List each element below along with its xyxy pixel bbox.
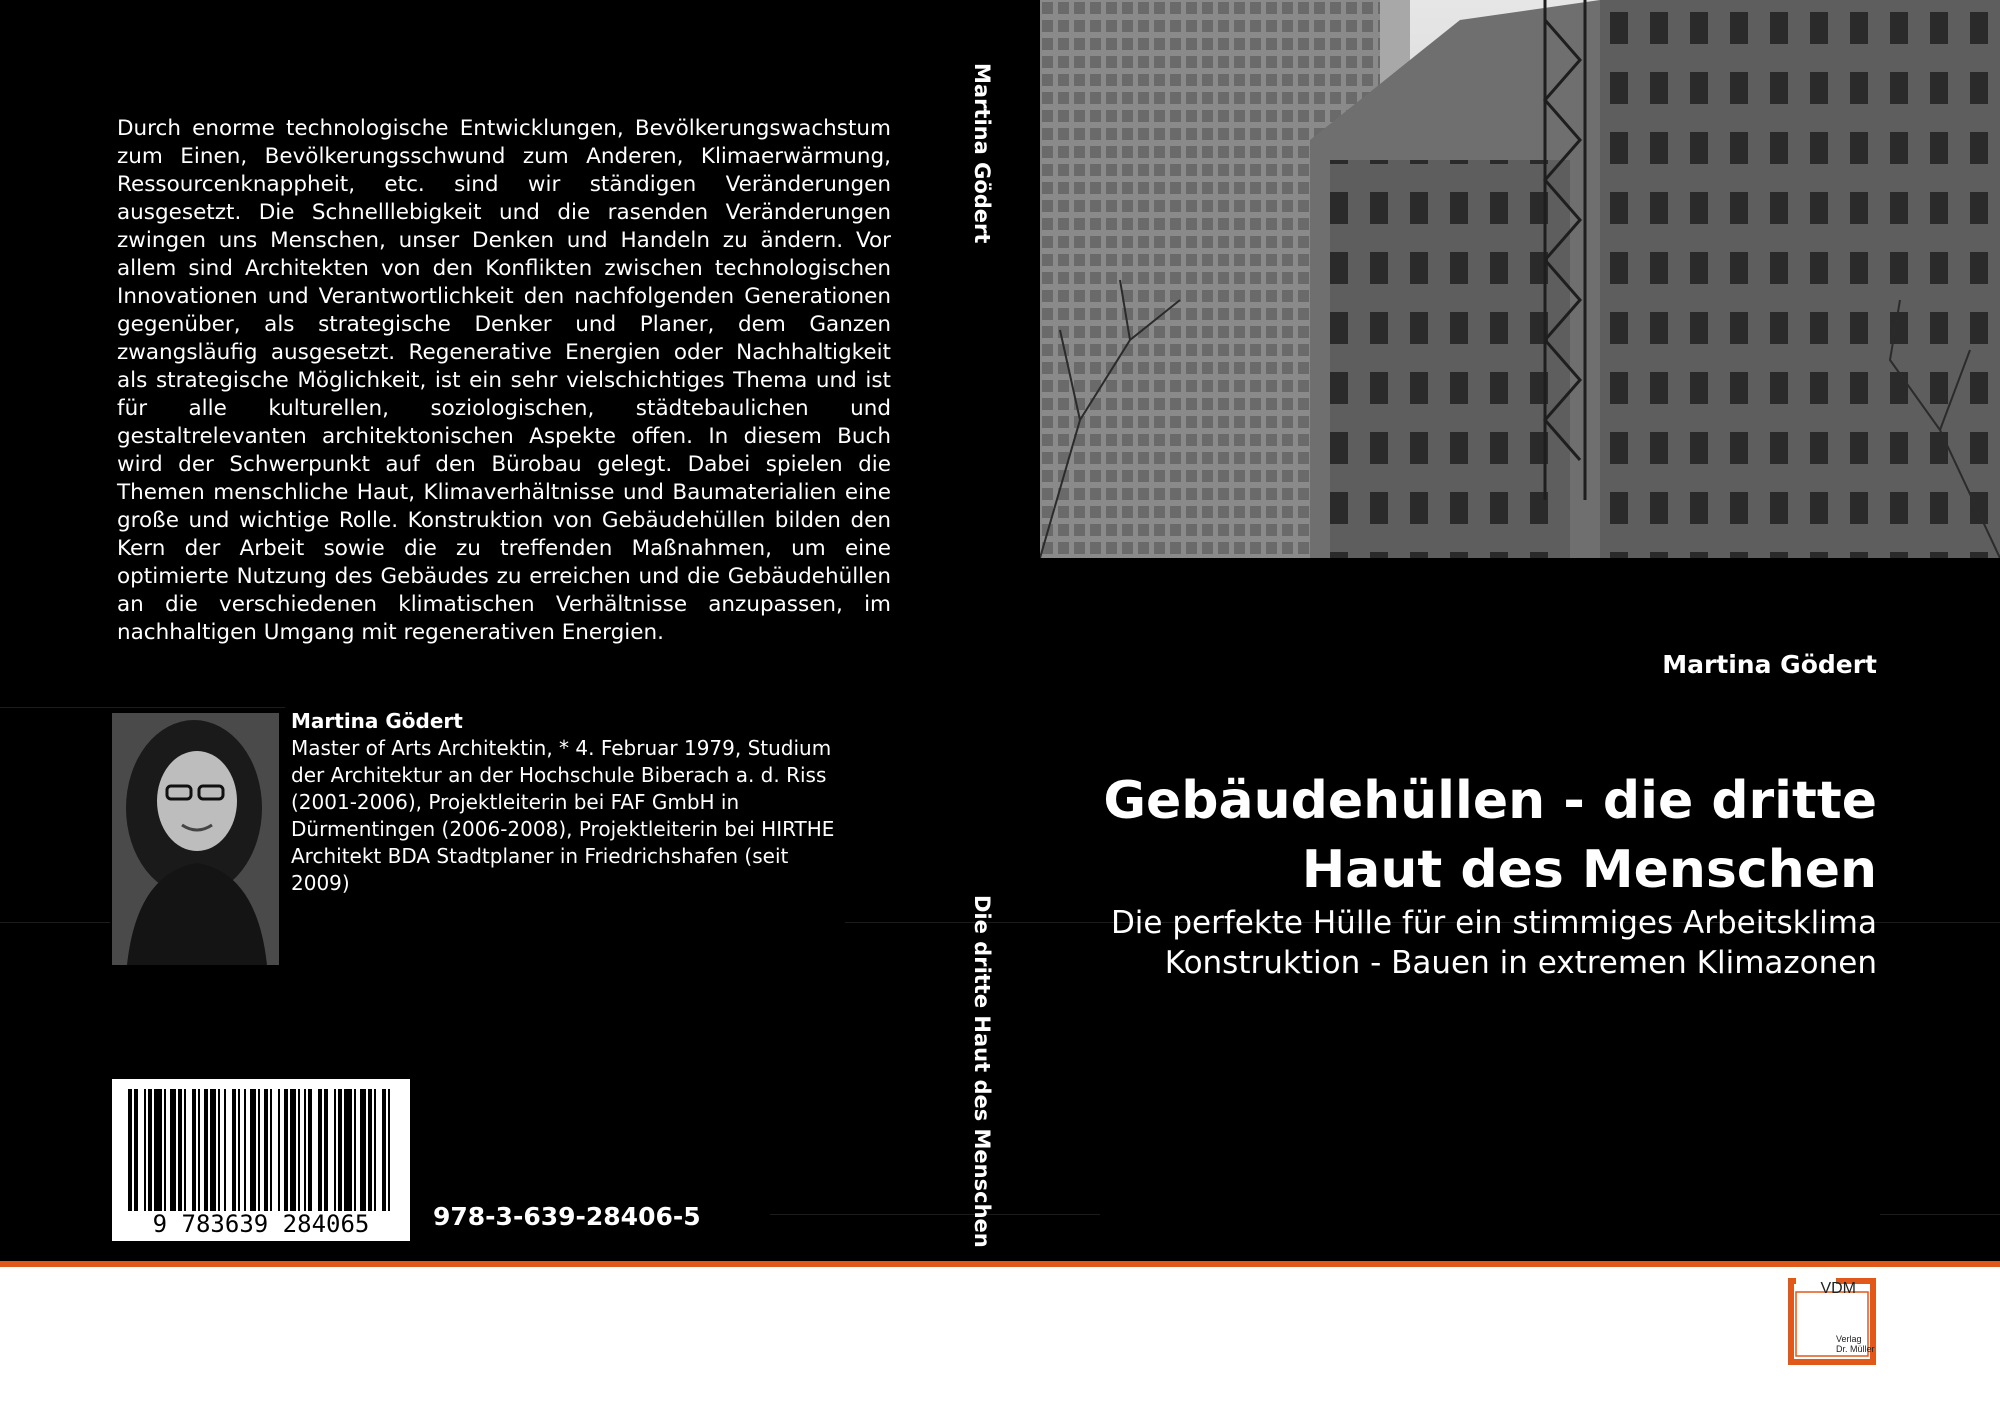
barcode-bar [218,1089,220,1211]
publisher-logo [1786,1276,1878,1367]
barcode-bar [144,1089,146,1211]
bio-text: Master of Arts Architektin, * 4. Februar 1979, Studium der Architektur an der Hochschule Biberach a. d. Riss (2001-2006), Projektleiterin bei FAF GmbH in Dürmentingen (2006-2008), Projektleiterin bei HIRTHE Architekt BDA Stadtplaner in Friedrichshafen (seit 2009) [291,736,835,895]
barcode-bar [360,1089,366,1211]
bottom-white-strip [0,1267,2000,1427]
barcode-bar [368,1089,372,1211]
back-cover-blurb: Durch enorme technologische Entwicklungen, Bevölkerungswachstum zum Einen, Bevölkerungsschwund zum Anderen, Klimaerwärmung, Ressourcenknappheit, etc. sind wir ständigen Veränderungen ausgesetzt. Die Schnelllebigkeit und die rasenden Veränderungen zwingen uns Menschen, unser Denken und Handeln zu ändern. Vor allem sind Architekten von den Konflikten zwischen technologischen Innovationen und Verantwortlichkeit den nachfolgenden Generationen gegenüber, als strategische Denker und Planer, dem Ganzen zwangsläufig ausgesetzt. Regenerative Energien oder Nachhaltigkeit als strategische Möglichkeit, ist ein sehr vielschichtiges Thema und ist für alle kulturellen, soziologischen, städtebaulichen und gestaltrelevanten architektonischen Aspekte offen. In diesem Buch wird der Schwerpunkt auf den Bürobau gelegt. Dabei spielen die Themen menschliche Haut, Klimaverhältnisse und Baumaterialien eine große und wichtige Rolle. Konstruktion von Gebäudehüllen bilden den Kern der Arbeit sowie die zu treffenden Maßnahmen, um eine optimierte Nutzung des Gebäudes zu erreichen und die Gebäudehüllen an die verschiedenen klimatischen Verhältnisse anzupassen, im nachhaltigen Umgang mit regenerativen Energien. [117,116,891,645]
barcode-bar [128,1089,132,1211]
barcode-bar [258,1089,260,1211]
publisher-logo-line-1: Verlag [1836,1334,1862,1344]
barcode-bar [264,1089,268,1211]
barcode-bar [232,1089,236,1211]
barcode-bar [184,1089,186,1211]
barcode-bar [154,1089,162,1211]
barcode-bar [308,1089,312,1211]
barcode-bar [344,1089,352,1211]
author-photo [112,713,279,965]
barcode-bar [354,1089,356,1211]
barcode-digits: 9 783639 284065 [152,1210,370,1238]
divider-line [0,922,110,923]
barcode-bar [374,1089,376,1211]
barcode-bar [238,1089,240,1211]
barcode-bar [224,1089,226,1211]
front-title-line-2: Haut des Menschen [1301,840,1877,900]
cover-photo-buildings [1040,0,2000,558]
barcode-bar [134,1089,138,1211]
barcode-bar [250,1089,256,1211]
barcode-bar [170,1089,176,1211]
barcode-bar [178,1089,182,1211]
barcode-bar [382,1089,386,1211]
front-subtitle-line-1: Die perfekte Hülle für ein stimmiges Arbeitsklima [1110,905,1877,941]
front-subtitle [1057,903,1877,983]
publisher-logo-name: VDM [1820,1280,1856,1297]
barcode-bar [290,1089,296,1211]
barcode-bar [270,1089,272,1211]
barcode-bar [164,1089,166,1211]
divider-line [770,1214,1100,1215]
barcode-bar [278,1089,280,1211]
isbn-number: 978-3-639-28406-5 [433,1202,701,1231]
barcode-bar [318,1089,322,1211]
divider-line [0,707,285,708]
front-author-name: Martina Gödert [1662,650,1877,679]
barcode-bar [210,1089,216,1211]
front-subtitle-line-2: Konstruktion - Bauen in extremen Klimazonen [1164,945,1877,981]
barcode-bar [324,1089,328,1211]
barcode [112,1079,410,1241]
front-title-line-1: Gebäudehüllen - die dritte [1103,771,1877,831]
spine-author: Martina Gödert [970,63,994,244]
barcode-bar [338,1089,342,1211]
barcode-bar [148,1089,152,1211]
barcode-bar [192,1089,196,1211]
barcode-bar [304,1089,306,1211]
barcode-bar [244,1089,246,1211]
barcode-bar [298,1089,300,1211]
barcode-bar [334,1089,336,1211]
barcode-bar [284,1089,288,1211]
bio-author-name: Martina Gödert [291,709,463,733]
divider-line [1880,1214,2000,1215]
spine-title: Die dritte Haut des Menschen [970,895,994,1248]
publisher-logo-line-2: Dr. Müller [1836,1344,1875,1354]
barcode-bar [388,1089,390,1211]
barcode-bar [198,1089,200,1211]
front-title [1077,767,1877,905]
barcode-bar [204,1089,208,1211]
